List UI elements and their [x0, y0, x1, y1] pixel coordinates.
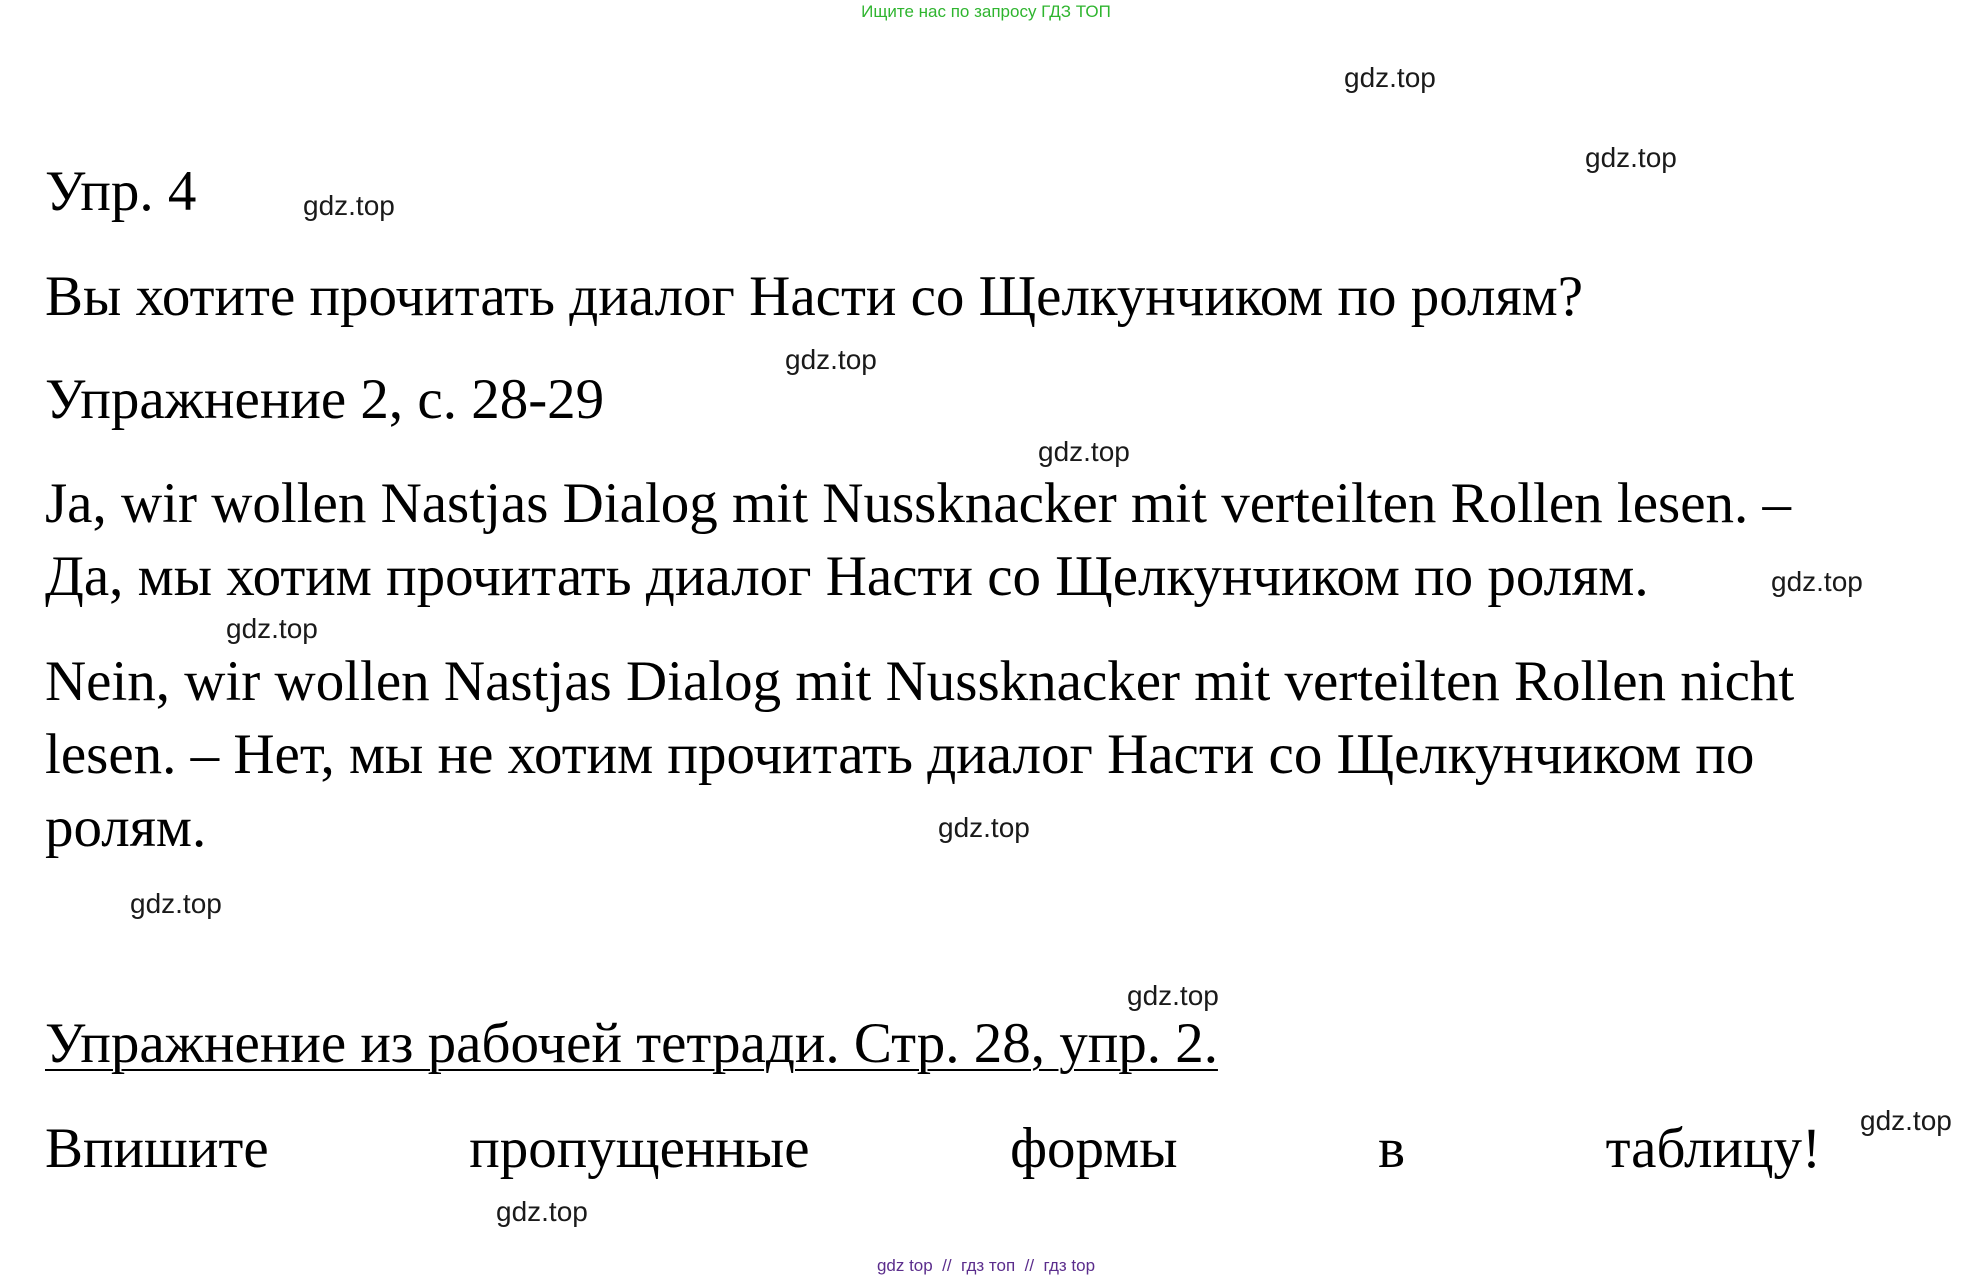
- exercise-heading: Упр. 4: [45, 160, 197, 223]
- answer-no-line-2: lesen. – Нет, мы не хотим прочитать диалог Насти со Щелкунчиком по: [45, 723, 1755, 786]
- instruction-word: формы: [1010, 1117, 1178, 1180]
- watermark: gdz.top: [938, 812, 1030, 843]
- watermark: gdz.top: [1038, 436, 1130, 467]
- answer-no-line-3: ролям.: [45, 796, 207, 859]
- watermark: gdz.top: [785, 344, 877, 375]
- instruction-line: [45, 1112, 1821, 1186]
- watermark: gdz.top: [1344, 62, 1436, 93]
- watermark: gdz.top: [496, 1196, 588, 1227]
- instruction-word: в: [1378, 1117, 1405, 1180]
- watermark: gdz.top: [1585, 142, 1677, 173]
- watermark: gdz.top: [226, 613, 318, 644]
- watermark: gdz.top: [130, 888, 222, 919]
- watermark: gdz.top: [1127, 980, 1219, 1011]
- instruction-word: таблицу!: [1605, 1117, 1821, 1180]
- answer-yes-line-2: Да, мы хотим прочитать диалог Насти со Щелкунчиком по ролям.: [45, 545, 1649, 608]
- exercise-reference: Упражнение 2, с. 28-29: [45, 368, 605, 431]
- watermark: gdz.top: [1771, 566, 1863, 597]
- watermark: gdz.top: [1860, 1105, 1952, 1136]
- watermark: gdz.top: [303, 190, 395, 221]
- top-banner: Ищите нас по запросу ГДЗ ТОП: [861, 2, 1111, 21]
- footer-links: gdz top // гдз топ // гдз top: [876, 1256, 1096, 1275]
- workbook-heading: Упражнение из рабочей тетради. Стр. 28, упр. 2.: [45, 1012, 1218, 1075]
- instruction-word: пропущенные: [469, 1117, 810, 1180]
- answer-no-line-1: Nein, wir wollen Nastjas Dialog mit Nussknacker mit verteilten Rollen nicht: [45, 650, 1795, 713]
- question-text: Вы хотите прочитать диалог Насти со Щелкунчиком по ролям?: [45, 265, 1584, 328]
- instruction-word: Впишите: [45, 1117, 269, 1180]
- answer-yes-line-1: Ja, wir wollen Nastjas Dialog mit Nussknacker mit verteilten Rollen lesen. –: [45, 472, 1792, 535]
